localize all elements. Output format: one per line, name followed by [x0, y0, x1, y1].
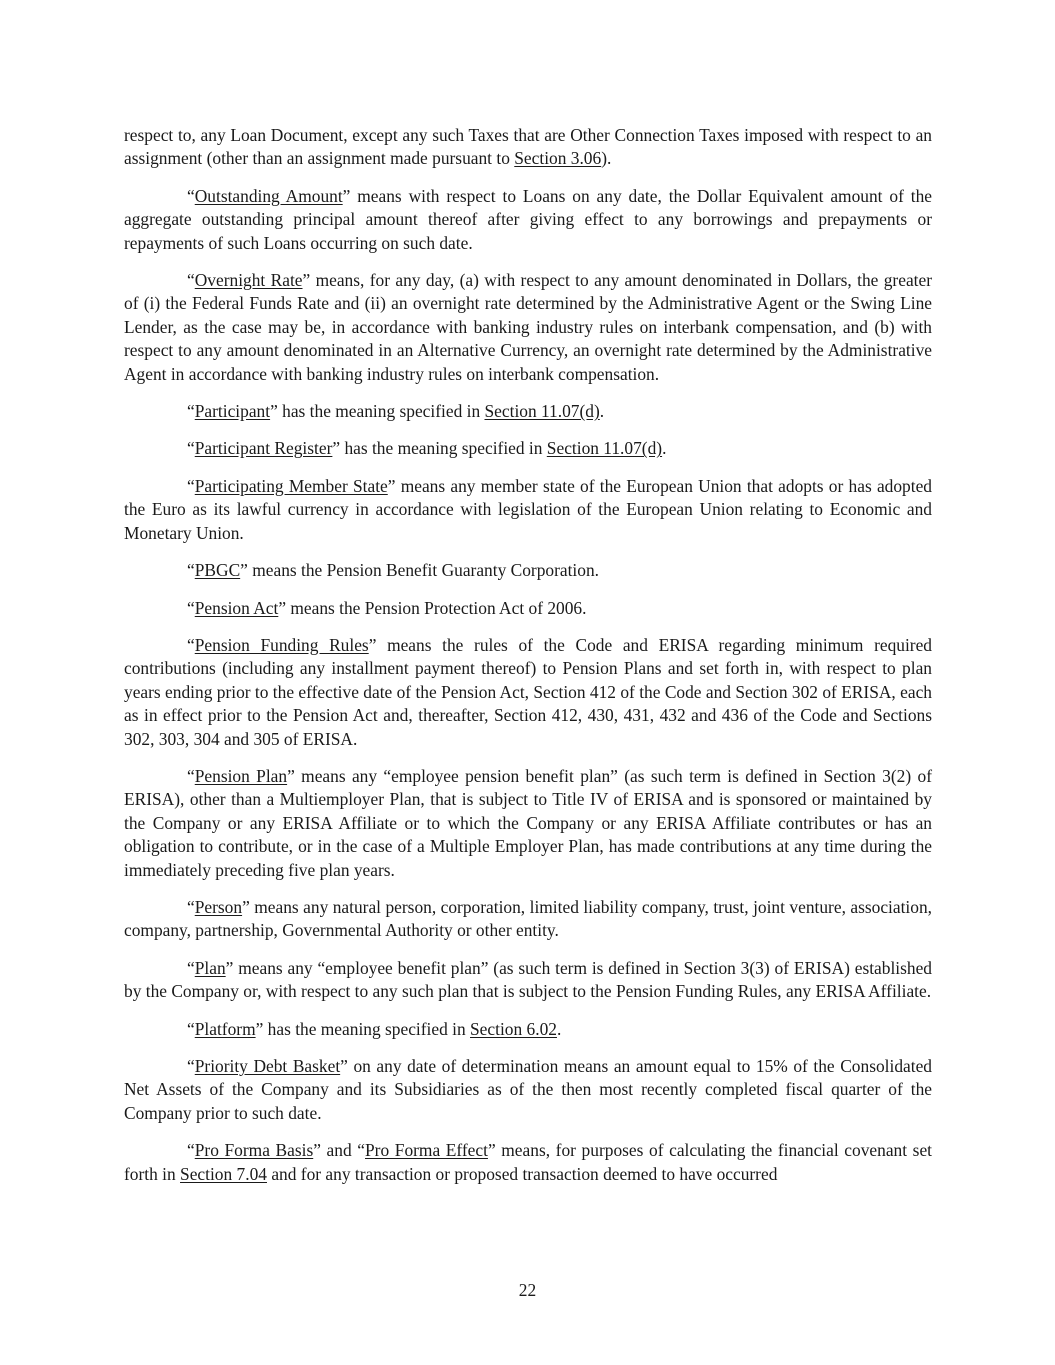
text-segment: ” and “ — [313, 1140, 365, 1161]
text-segment: ). — [601, 148, 612, 169]
text-segment: ” has the meaning specified in — [255, 1018, 471, 1039]
text-segment: respect to, any Loan Document, except any such Taxes that are Other Connection Taxes imposed with respect to an assignment (other than an assignment made pursuant to — [124, 125, 932, 169]
text-segment: “ — [187, 1018, 195, 1039]
underlined-term: Pension Plan — [194, 765, 288, 786]
underlined-term: Section 11.07(d) — [484, 401, 600, 422]
text-segment: ” means any member state of the European Union that adopts or has adopted the Euro as its lawful currency in accordance with legislation of the European Union relating to Economic and Monetary Union. — [124, 475, 932, 543]
text-segment: ” means the Pension Benefit Guaranty Corporation. — [240, 560, 600, 581]
paragraph — [124, 634, 932, 751]
underlined-term: Plan — [194, 957, 226, 978]
text-segment: ” means, for purposes of calculating the financial covenant set forth in — [124, 1140, 933, 1184]
text-segment: . — [599, 401, 605, 422]
paragraph — [124, 124, 932, 171]
text-segment: ” means the Pension Protection Act of 2006. — [278, 597, 587, 618]
paragraph — [124, 1018, 932, 1041]
text-segment: “ — [187, 765, 195, 786]
text-segment: and for any transaction or proposed transaction deemed to have occurred — [266, 1163, 778, 1184]
text-segment: “ — [187, 401, 195, 422]
paragraph — [124, 597, 932, 620]
underlined-term: PBGC — [194, 560, 241, 581]
paragraph — [124, 269, 932, 386]
underlined-term: Section 11.07(d) — [546, 438, 663, 459]
underlined-term: Priority Debt Basket — [194, 1056, 341, 1076]
underlined-term: Participating Member State — [194, 475, 388, 496]
text-segment: ” means the rules of the Code and ERISA regarding minimum required contributions (including any installment payment thereof) to Pension Plans and set forth in, with respect to plan years ending prior to the effective date of the Pension Act, Section 412 of the Code and Section 302 of ERISA, each as in effect prior to the Pension Act and, thereafter, Section 412, 430, 431, 432 and 436 of the Code and Sections 302, 303, 304 and 305 of ERISA. — [124, 634, 933, 749]
text-segment: ” has the meaning specified in — [332, 438, 547, 459]
underlined-term: Participant — [194, 401, 271, 422]
paragraph — [124, 1139, 932, 1186]
underlined-term: Section 3.06 — [514, 148, 602, 169]
paragraph — [124, 475, 932, 545]
underlined-term: Outstanding Amount — [194, 185, 343, 206]
text-segment: . — [662, 438, 667, 459]
text-segment: ” means any “employee benefit plan” (as such term is defined in Section 3(3) of ERISA) established by the Company or, with respect to any such plan that is subject to the Pension Funding Rules, any ERISA Affiliate. — [124, 957, 932, 1002]
paragraph — [124, 765, 932, 882]
underlined-term: Pension Act — [194, 597, 279, 618]
underlined-term: Platform — [194, 1018, 256, 1039]
paragraph — [124, 896, 932, 943]
text-segment: “ — [187, 1056, 195, 1076]
underlined-term: Person — [194, 896, 243, 917]
paragraph — [124, 437, 932, 460]
underlined-term: Section 6.02 — [470, 1018, 557, 1039]
text-segment: “ — [187, 560, 195, 581]
paragraph — [124, 957, 932, 1004]
text-segment: “ — [187, 475, 195, 496]
underlined-term: Pro Forma Effect — [365, 1140, 488, 1161]
paragraph — [124, 185, 932, 255]
underlined-term: Pension Funding Rules — [194, 634, 369, 655]
paragraph — [124, 559, 932, 582]
text-segment: “ — [187, 957, 195, 978]
text-segment: ” means any “employee pension benefit plan” (as such term is defined in Section 3(2) of ERISA), other than a Multiemployer Plan, that is subject to Title IV of ERISA and is sponsored or maintained by the Company or any ERISA Affiliate or to which the Company or any ERISA Affiliate contributes or has an obligation to contribute, or in the case of a Multiple Employer Plan, has made contributions at any time during the immediately preceding five plan years. — [124, 765, 932, 880]
text-segment: “ — [187, 1140, 195, 1161]
document-page — [124, 124, 932, 1200]
text-segment: “ — [187, 270, 195, 291]
underlined-term: Pro Forma Basis — [194, 1140, 314, 1161]
text-segment: “ — [187, 185, 195, 206]
text-segment: ” means with respect to Loans on any date, the Dollar Equivalent amount of the aggregate outstanding principal amount thereof after giving effect to any borrowings and prepayments or repayments of such Loans occurring on such date. — [124, 185, 932, 253]
text-segment: “ — [187, 597, 195, 618]
text-segment: ” on any date of determination means an amount equal to 15% of the Consolidated Net Assets of the Company and its Subsidiaries as of the then most recently completed fiscal quarter of the Company prior to such date. — [124, 1056, 932, 1123]
text-segment: . — [556, 1018, 562, 1039]
paragraph — [124, 400, 932, 423]
underlined-term: Overnight Rate — [194, 270, 303, 291]
text-segment: ” means, for any day, (a) with respect to any amount denominated in Dollars, the greater of (i) the Federal Funds Rate and (ii) an overnight rate determined by the Administrative Agent or the Swing Line Lender, as the case may be, in accordance with banking industry rules on interbank compensation, and (b) with respect to any amount denominated in an Alternative Currency, an overnight rate determined by the Administrative Agent in accordance with banking industry rules on interbank compensation. — [124, 270, 932, 384]
page-number: 22 — [518, 1280, 537, 1300]
underlined-term: Section 7.04 — [180, 1163, 267, 1184]
text-segment: ” means any natural person, corporation, limited liability company, trust, joint venture, association, company, partnership, Governmental Authority or other entity. — [124, 896, 932, 941]
text-segment: “ — [187, 634, 195, 655]
text-segment: “ — [187, 896, 195, 917]
text-segment: “ — [187, 438, 195, 459]
paragraph — [124, 1055, 932, 1125]
underlined-term: Participant Register — [194, 438, 333, 459]
text-segment: ” has the meaning specified in — [270, 401, 485, 422]
